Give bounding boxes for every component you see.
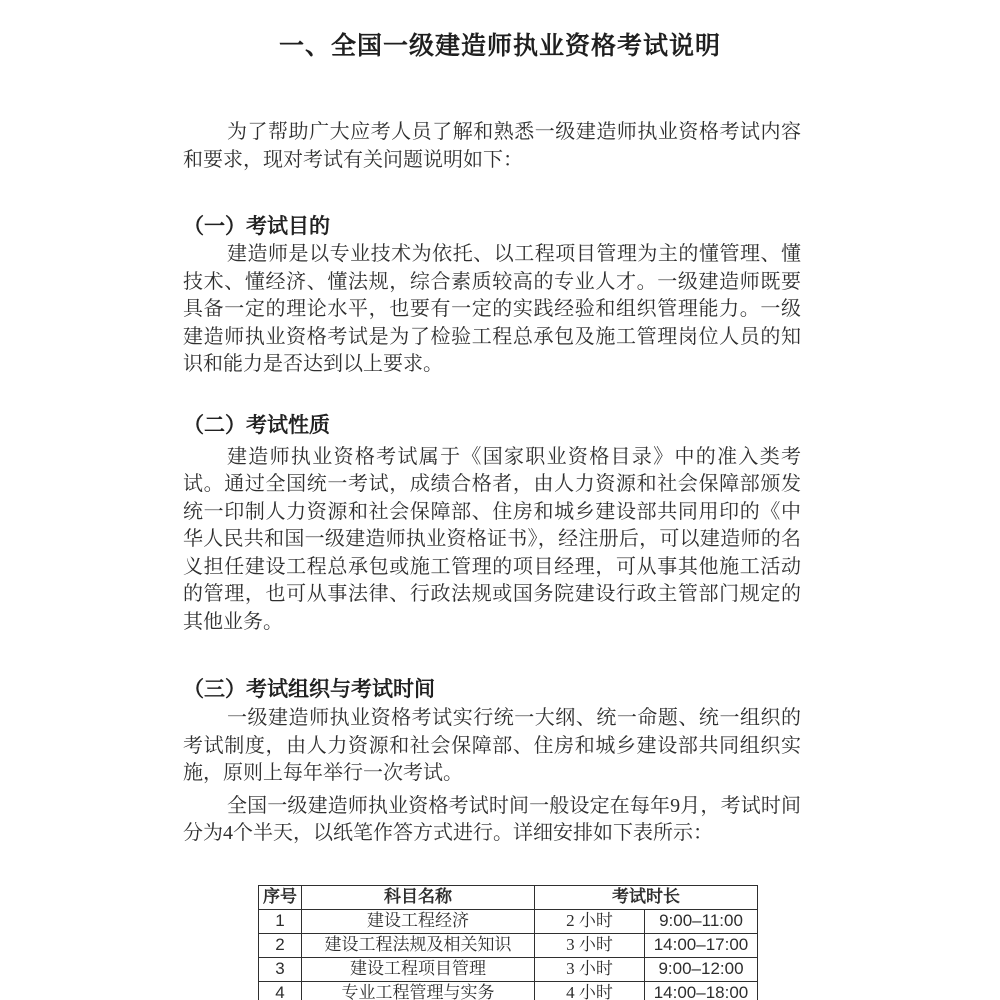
header-subject: 科目名称 [302, 885, 535, 909]
cell-subject: 建设工程法规及相关知识 [302, 933, 535, 957]
page-title: 一、全国一级建造师执业资格考试说明 [278, 33, 721, 60]
cell-time: 14:00–17:00 [645, 933, 758, 957]
cell-time: 9:00–12:00 [645, 957, 758, 981]
cell-hours: 4 小时 [535, 981, 645, 1000]
cell-no: 1 [259, 909, 302, 933]
cell-subject: 建设工程经济 [302, 909, 535, 933]
cell-subject: 建设工程项目管理 [302, 957, 535, 981]
section-3-paragraph-1: 一级建造师执业资格考试实行统一大纲、统一命题、统一组织的考试制度，由人力资源和社会保障部、住房和城乡建设部共同组织实施，原则上每年举行一次考试。 [183, 707, 801, 784]
section-2-paragraph: 建造师执业资格考试属于《国家职业资格目录》中的准入类考试。通过全国统一考试，成绩合格者，由人力资源和社会保障部颁发统一印制人力资源和社会保障部、住房和城乡建设部共同用印的《中华人民共和国一级建造师执业资格证书》，经注册后，可以建造师的名义担任建设工程总承包或施工管理的项目经理，可从事其他施工活动的管理，也可从事法律、行政法规或国务院建设行政主管部门规定的其他业务。 [183, 445, 801, 633]
header-duration: 考试时长 [535, 885, 758, 909]
table-row [259, 981, 758, 1000]
cell-no: 3 [259, 957, 302, 981]
table-header-row [259, 885, 758, 909]
table-row [259, 933, 758, 957]
cell-hours: 2 小时 [535, 909, 645, 933]
cell-hours: 3 小时 [535, 957, 645, 981]
table-row [259, 957, 758, 981]
cell-no: 4 [259, 981, 302, 1000]
section-1-paragraph: 建造师是以专业技术为依托、以工程项目管理为主的懂管理、懂技术、懂经济、懂法规，综合素质较高的专业人才。一级建造师既要具备一定的理论水平，也要有一定的实践经验和组织管理能力。一级建造师执业资格考试是为了检验工程总承包及施工管理岗位人员的知识和能力是否达到以上要求。 [183, 243, 801, 375]
header-no: 序号 [259, 885, 302, 909]
section-1-heading: （一）考试目的 [183, 214, 330, 238]
cell-hours: 3 小时 [535, 933, 645, 957]
intro-paragraph: 为了帮助广大应考人员了解和熟悉一级建造师执业资格考试内容和要求，现对考试有关问题说明如下： [183, 121, 801, 171]
exam-schedule-table [258, 885, 758, 1000]
section-3-heading: （三）考试组织与考试时间 [183, 677, 435, 701]
cell-subject: 专业工程管理与实务 [302, 981, 535, 1000]
cell-time: 9:00–11:00 [645, 909, 758, 933]
section-2-heading: （二）考试性质 [183, 412, 330, 437]
document-body [183, 119, 801, 1000]
section-3-paragraph-2: 全国一级建造师执业资格考试时间一般设定在每年9月，考试时间分为4个半天，以纸笔作答方式进行。详细安排如下表所示： [183, 794, 801, 844]
table-row [259, 909, 758, 933]
exam-schedule-table-wrapper [258, 885, 801, 1000]
cell-time: 14:00–18:00 [645, 981, 758, 1000]
cell-no: 2 [259, 933, 302, 957]
